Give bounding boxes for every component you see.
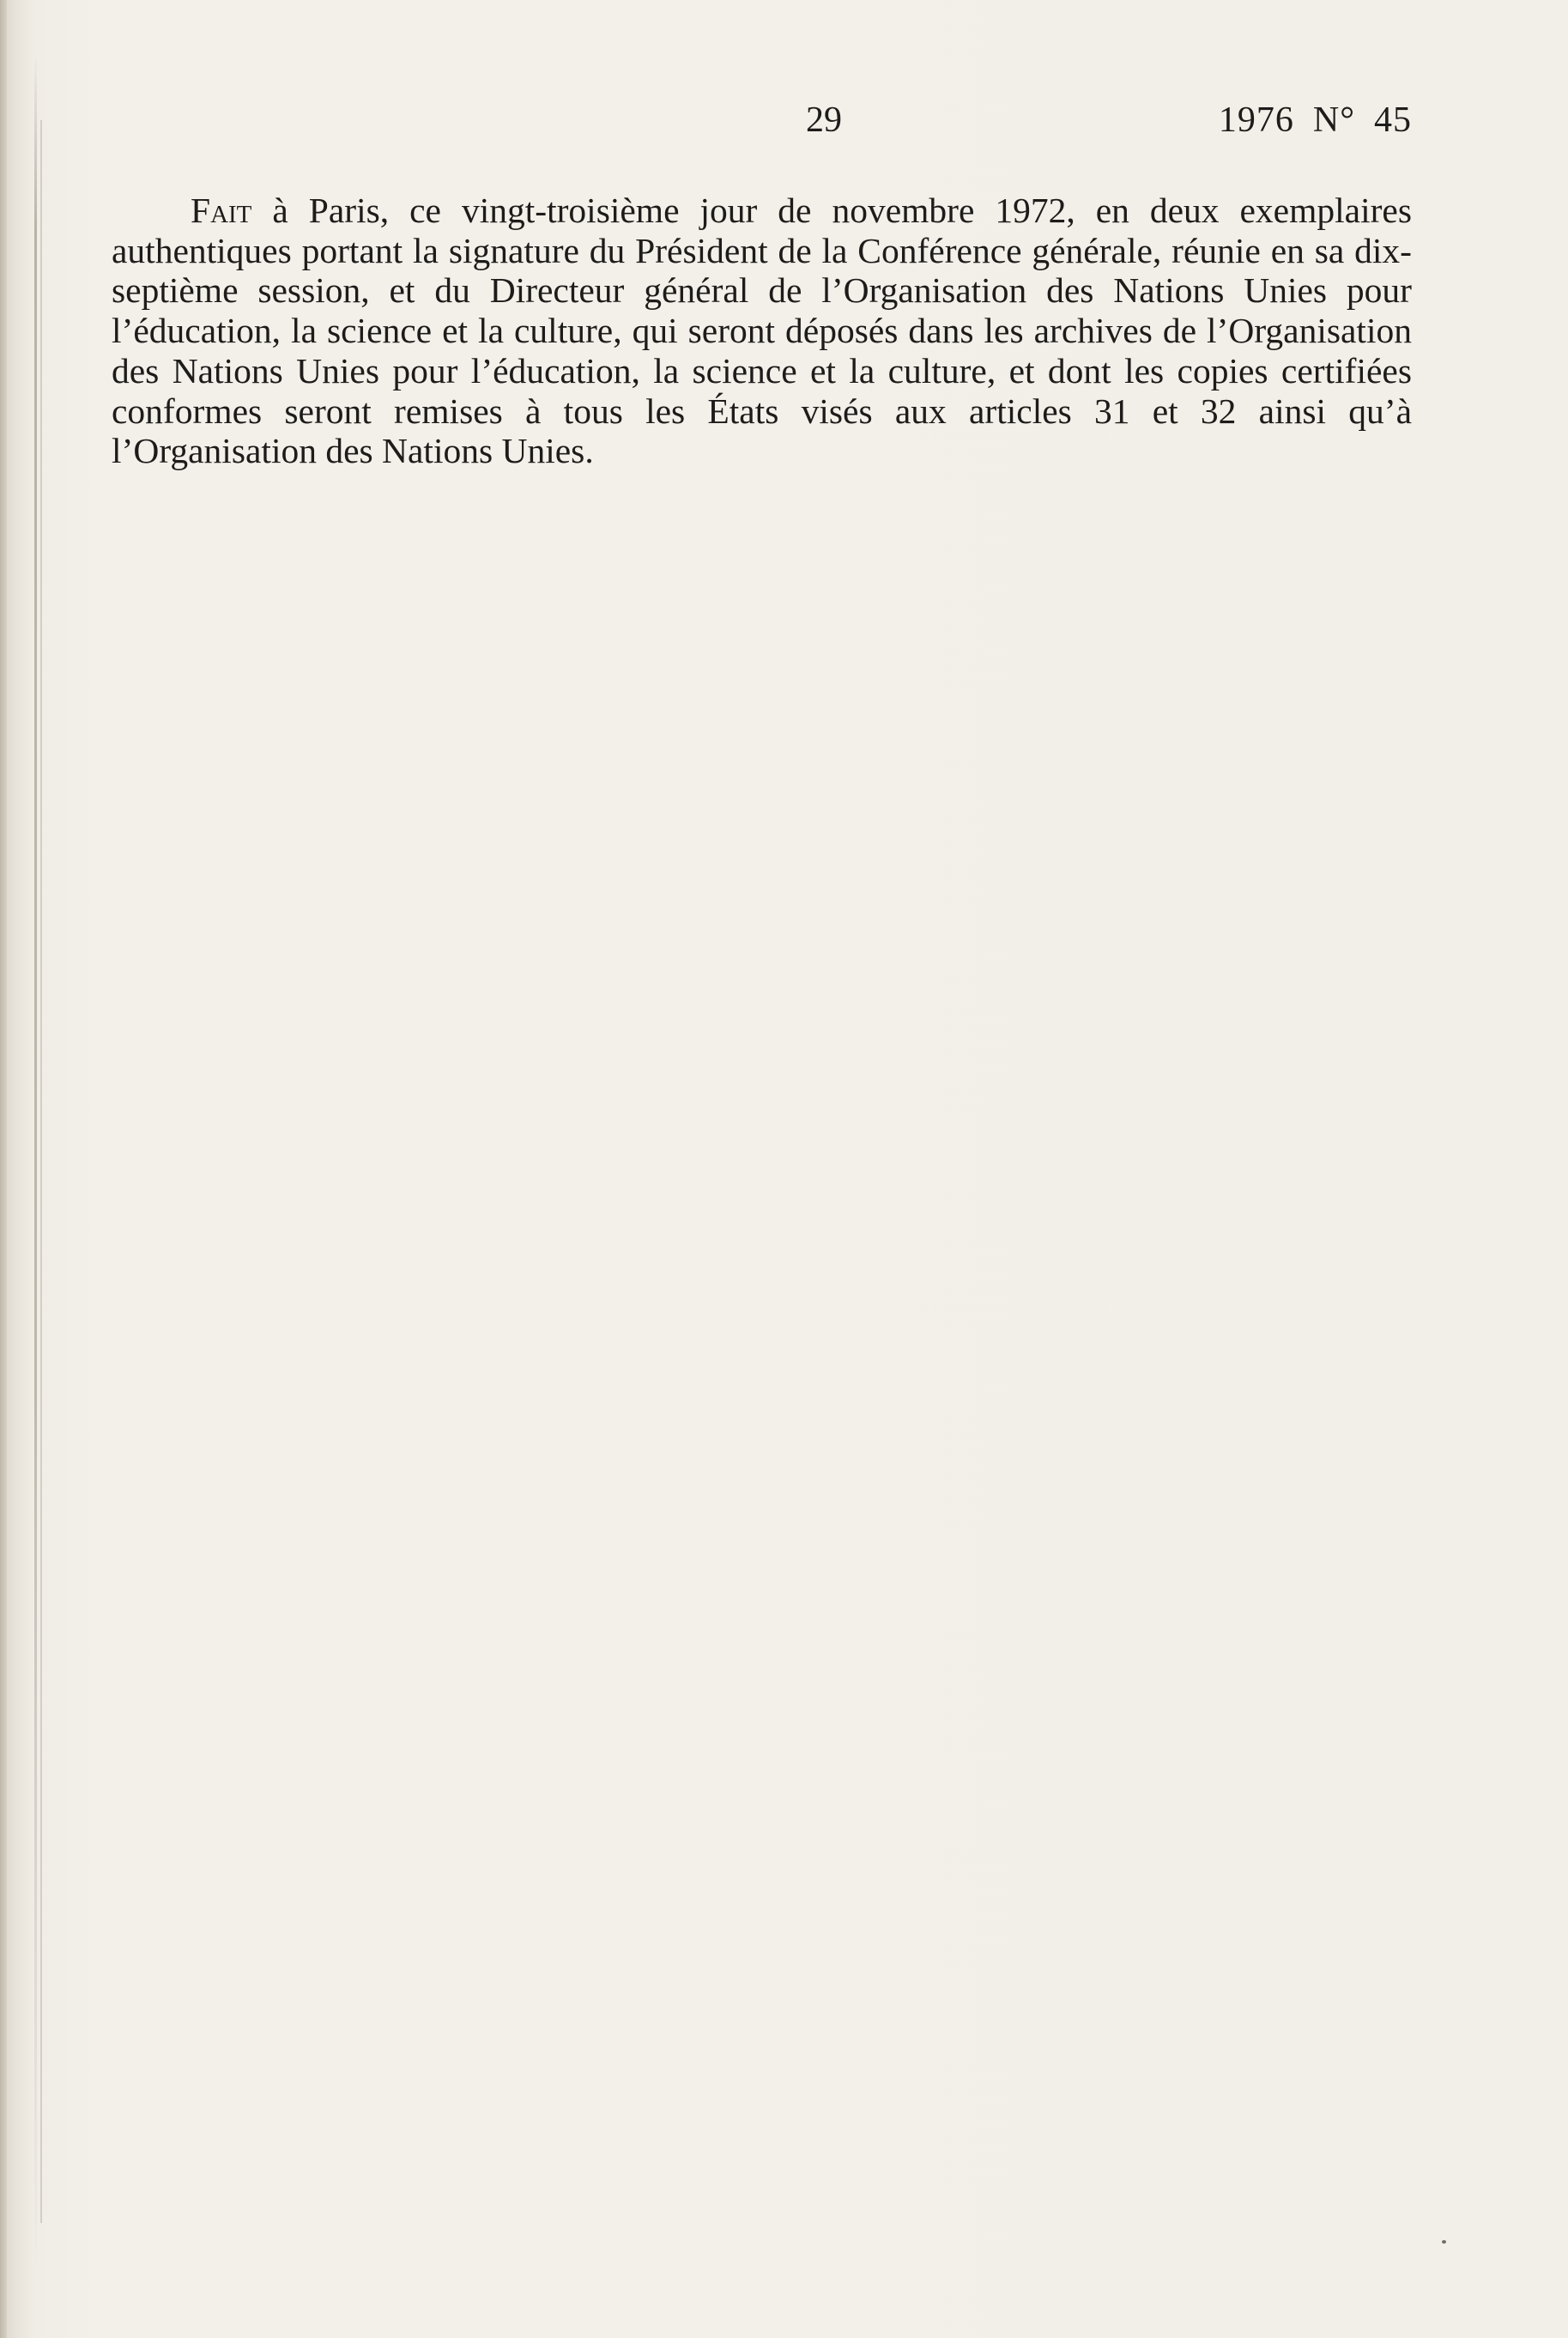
treaty-number-label: N° bbox=[1312, 100, 1355, 140]
treaty-number: 45 bbox=[1374, 100, 1412, 140]
page-number: 29 bbox=[806, 100, 842, 140]
page-fold-shadow bbox=[34, 51, 37, 2283]
paper-speck bbox=[1442, 2240, 1446, 2244]
treaty-year: 1976 bbox=[1218, 100, 1294, 140]
binding-edge bbox=[0, 0, 7, 2338]
treaty-reference bbox=[1219, 94, 1412, 146]
running-header bbox=[112, 94, 1412, 146]
paragraph-text: à Paris, ce vingt-troisième jour de novembre 1972, en deux exemplaires authentiques portant la signature du Président de la Conférence générale, réunie en sa dix-septième session, et du Directeur général de l’Organisation des Nations Unies pour l’éducation, la science et la culture, qui seront déposés dans les archives de l’Organisation des Nations Unies pour l’éducation, la science et la culture, et dont les copies certifiées conformes seront remises à tous les États visés aux articles 31 et 32 ainsi qu’à l’Organisation des Nations Unies. bbox=[112, 191, 1412, 471]
page-fold-line bbox=[40, 120, 42, 2223]
lead-word: Fait bbox=[191, 191, 252, 230]
closing-paragraph bbox=[112, 191, 1412, 471]
